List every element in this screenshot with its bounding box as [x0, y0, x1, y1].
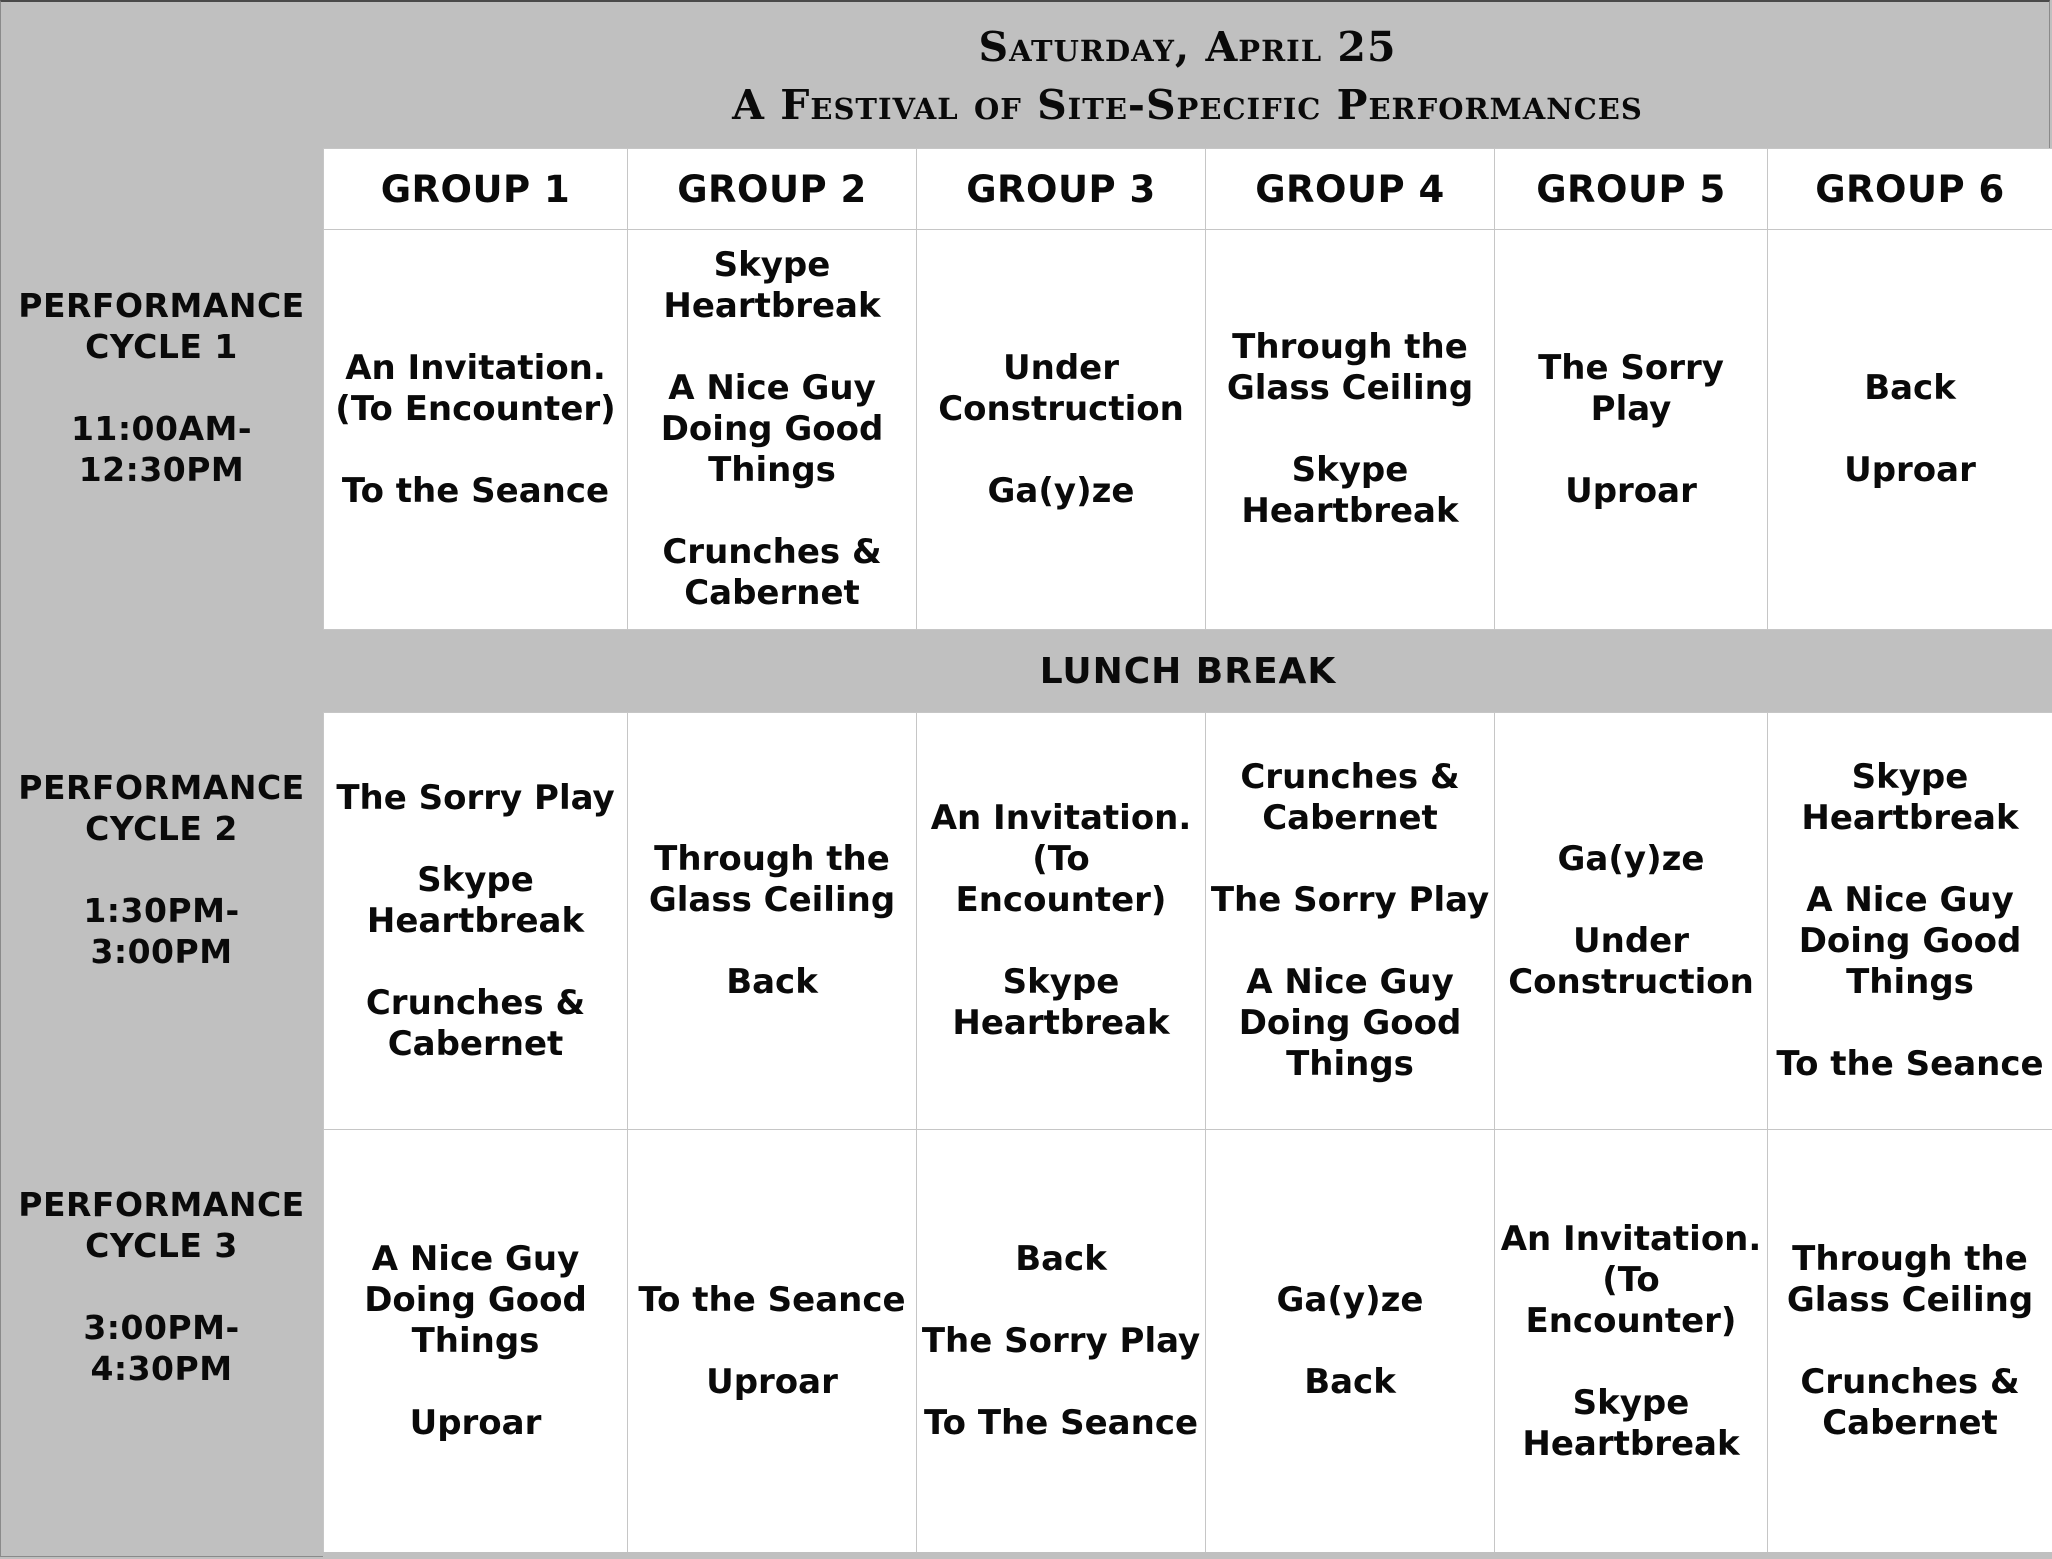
- performance-title: An Invitation. (To Encounter): [930, 798, 1192, 920]
- schedule-cell: [1206, 230, 1495, 630]
- cycle-row-1: [324, 230, 2052, 630]
- performance-title: Back: [1304, 1362, 1396, 1402]
- schedule-cell: [917, 713, 1206, 1130]
- group-header: GROUP 2: [628, 149, 917, 230]
- schedule-cell: [1495, 1130, 1768, 1554]
- cycle-label-3: [0, 1184, 323, 1389]
- performance-title: To the Seance: [341, 470, 610, 511]
- cycle-label-2: [0, 767, 323, 972]
- performance-title: To the Seance: [1776, 1044, 2044, 1084]
- performance-title: Crunches & Cabernet: [1800, 1362, 2020, 1443]
- performance-title: Back: [1015, 1239, 1107, 1279]
- schedule-cell: [1495, 230, 1768, 630]
- cycle-time: 11:00AM- 12:30PM: [70, 409, 253, 489]
- performance-title: A Nice Guy Doing Good Things: [1798, 880, 2022, 1002]
- performance-title: Skype Heartbreak: [1522, 1382, 1740, 1464]
- performance-title: The Sorry Play: [1210, 880, 1490, 920]
- title-subtitle: A Festival of Site-Specific Performances: [732, 81, 1643, 129]
- performance-title: Ga(y)ze: [1276, 1280, 1424, 1320]
- cycle-time: 3:00PM- 4:30PM: [83, 1308, 240, 1388]
- performance-title: Crunches & Cabernet: [365, 982, 586, 1064]
- schedule-cell: [324, 1130, 628, 1554]
- lunch-break: LUNCH BREAK: [324, 630, 2052, 713]
- schedule-cell: [917, 1130, 1206, 1554]
- performance-title: A Nice Guy Doing Good Things: [660, 368, 884, 490]
- schedule-cell: [1768, 713, 2052, 1130]
- performance-title: Through the Glass Ceiling: [1226, 327, 1474, 408]
- title-date: Saturday, April 25: [978, 23, 1397, 71]
- performance-title: A Nice Guy Doing Good Things: [1238, 962, 1462, 1084]
- group-header: GROUP 3: [917, 149, 1206, 230]
- schedule-cell: [324, 230, 628, 630]
- performance-title: Through the Glass Ceiling: [648, 839, 896, 920]
- performance-title: Uproar: [409, 1403, 542, 1443]
- cycle-name: PERFORMANCE CYCLE 2: [18, 768, 305, 848]
- performance-title: Back: [1864, 368, 1956, 408]
- performance-title: Skype Heartbreak: [663, 245, 881, 326]
- performance-title: To The Seance: [923, 1403, 1199, 1443]
- group-header: GROUP 4: [1206, 149, 1495, 230]
- group-header: GROUP 6: [1768, 149, 2052, 230]
- schedule-cell: [1206, 1130, 1495, 1554]
- schedule-cell: [324, 713, 628, 1130]
- cycle-label-1: [0, 285, 323, 490]
- performance-title: Crunches & Cabernet: [662, 532, 882, 613]
- group-header-row: [324, 149, 2052, 230]
- performance-title: Back: [726, 962, 818, 1002]
- performance-title: An Invitation. (To Encounter): [335, 347, 616, 429]
- performance-title: Skype Heartbreak: [952, 962, 1170, 1043]
- schedule-cell: [1768, 230, 2052, 630]
- cycle-time: 1:30PM- 3:00PM: [83, 891, 240, 971]
- performance-title: Uproar: [1844, 450, 1976, 490]
- performance-title: The Sorry Play: [921, 1321, 1201, 1361]
- group-header: GROUP 1: [324, 149, 628, 230]
- group-header: GROUP 5: [1495, 149, 1768, 230]
- performance-title: Under Construction: [938, 347, 1184, 429]
- cycle-name: PERFORMANCE CYCLE 1: [18, 286, 305, 366]
- schedule-cell: [1206, 713, 1495, 1130]
- schedule-cell: [1768, 1130, 2052, 1554]
- schedule-cell: [917, 230, 1206, 630]
- cycle-row-3: [324, 1130, 2052, 1554]
- performance-title: Ga(y)ze: [987, 470, 1135, 511]
- bottom-band: [323, 1552, 2052, 1559]
- page-title: [323, 18, 2052, 134]
- cycle-row-2: [324, 713, 2052, 1130]
- performance-title: Through the Glass Ceiling: [1786, 1239, 2034, 1320]
- performance-title: The Sorry Play: [1538, 347, 1724, 429]
- schedule-cell: [1495, 713, 1768, 1130]
- performance-title: Uproar: [706, 1362, 838, 1402]
- schedule-cell: [628, 713, 917, 1130]
- performance-title: To the Seance: [638, 1280, 906, 1320]
- cycle-name: PERFORMANCE CYCLE 3: [18, 1185, 305, 1265]
- performance-title: Uproar: [1565, 470, 1697, 511]
- performance-title: Ga(y)ze: [1557, 839, 1705, 879]
- performance-title: A Nice Guy Doing Good Things: [364, 1239, 587, 1361]
- performance-title: Crunches & Cabernet: [1240, 757, 1460, 838]
- performance-title: Skype Heartbreak: [366, 859, 585, 941]
- schedule-cell: [628, 1130, 917, 1554]
- schedule-table: [323, 148, 2052, 1554]
- performance-title: Under Construction: [1508, 921, 1754, 1002]
- performance-title: The Sorry Play: [336, 777, 615, 818]
- performance-title: Skype Heartbreak: [1241, 450, 1459, 531]
- performance-title: An Invitation. (To Encounter): [1500, 1218, 1762, 1341]
- schedule-cell: [628, 230, 917, 630]
- lunch-break-row: [324, 630, 2052, 713]
- performance-title: Skype Heartbreak: [1801, 757, 2019, 838]
